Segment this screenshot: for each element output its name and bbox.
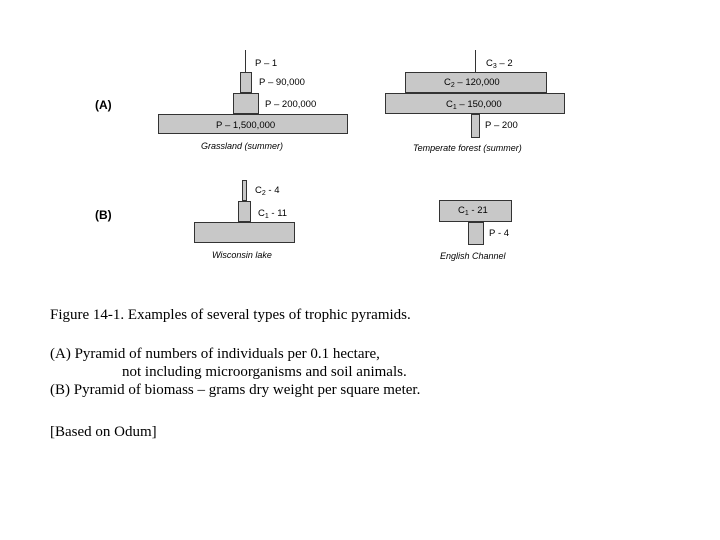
grassland-level-1-label: P – 1 <box>255 58 278 69</box>
grassland-level-3-label: P – 200,000 <box>265 99 317 110</box>
section-a-label: (A) <box>95 98 112 112</box>
figure-caption-b: (B) Pyramid of biomass – grams dry weight per square meter. <box>50 382 421 398</box>
section-b-label: (B) <box>95 208 112 222</box>
channel-caption: English Channel <box>440 251 506 261</box>
channel-level-2-label: P - 4 <box>489 228 510 239</box>
channel-tier-2 <box>468 222 484 245</box>
lake-tier-1 <box>242 180 247 201</box>
grassland-tier-2 <box>240 72 252 93</box>
forest-top-line <box>475 50 476 72</box>
forest-level-1-label: $C_3 - 2$ <box>486 58 513 70</box>
lake-tier-3 <box>194 222 295 243</box>
channel-level-1-label: $C_1 - 21$ <box>458 205 488 217</box>
grassland-top-line <box>245 50 246 72</box>
grassland-tier-3 <box>233 93 259 114</box>
lake-level-2-label: $C_1 - 11$ <box>258 208 288 220</box>
lake-tier-2 <box>238 201 251 222</box>
forest-caption: Temperate forest (summer) <box>413 143 522 153</box>
grassland-level-2-label: P – 90,000 <box>259 77 305 88</box>
forest-tier-4 <box>471 114 480 138</box>
grassland-caption: Grassland (summer) <box>201 141 284 151</box>
figure-caption-a-line-2: not including microorganisms and soil animals. <box>122 364 407 380</box>
figure-title: Figure 14-1. Examples of several types of trophic pyramids. <box>50 307 411 323</box>
forest-level-4-label: P – 200 <box>485 120 518 131</box>
forest-level-2-label: $C_2 - 120,000$ <box>444 77 500 89</box>
figure-caption-a-line-1: (A) Pyramid of numbers of individuals per 0.1 hectare, <box>50 346 380 362</box>
lake-level-1-label: $C_2 - 4$ <box>255 185 280 197</box>
grassland-level-4-label: P – 1,500,000 <box>216 120 276 131</box>
lake-caption: Wisconsin lake <box>212 250 272 260</box>
forest-level-3-label: $C_1 - 150,000$ <box>446 99 502 111</box>
figure-source: [Based on Odum] <box>50 424 157 440</box>
